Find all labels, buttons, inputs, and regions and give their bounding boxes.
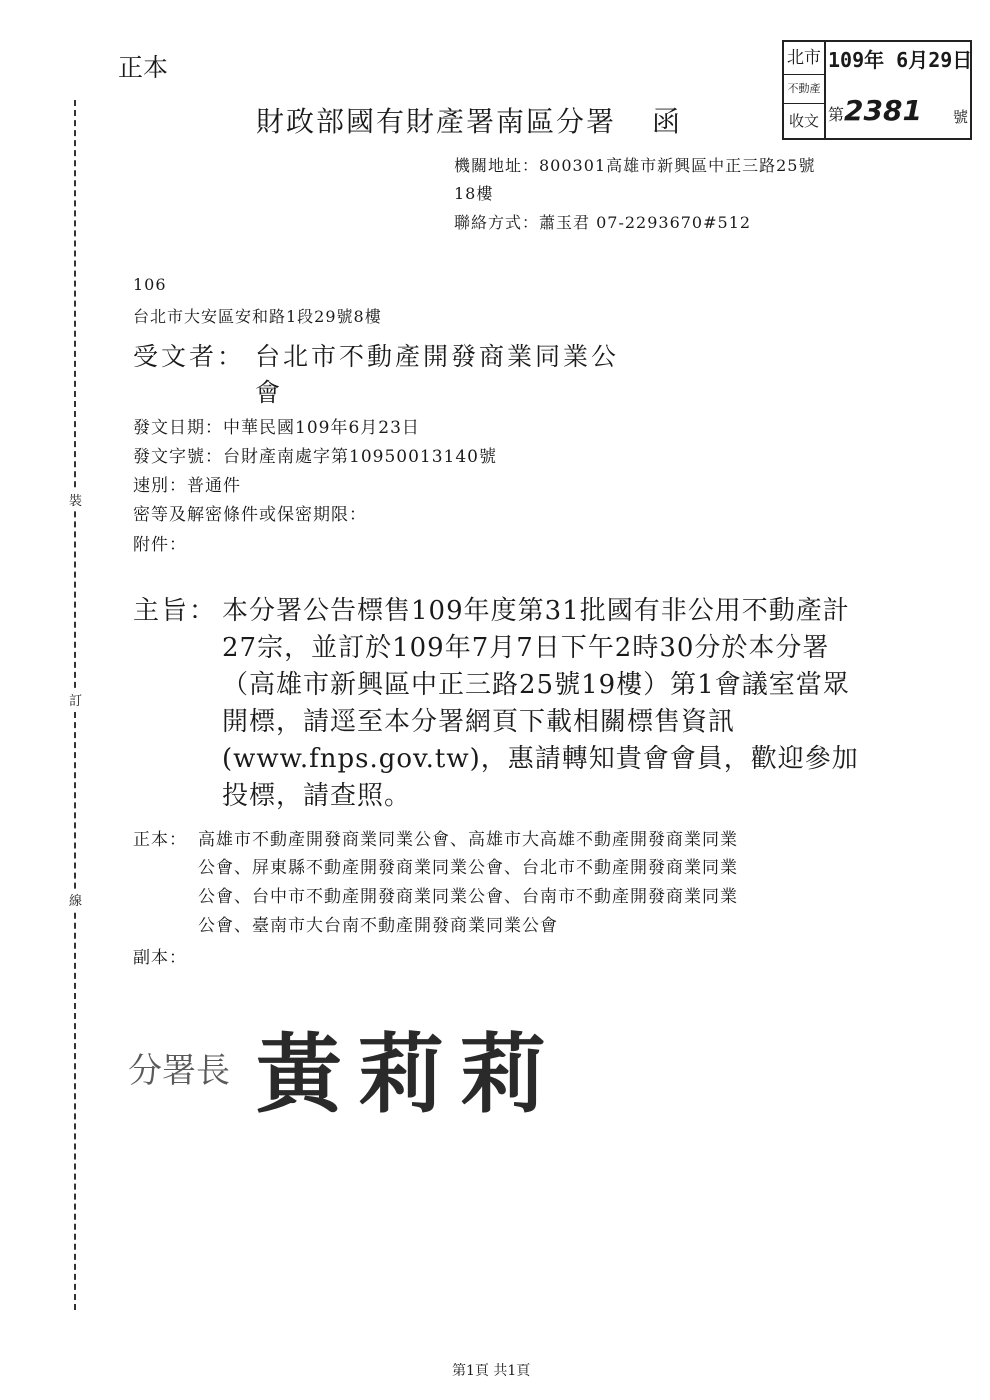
- page-number: 第1頁 共1頁: [452, 1363, 531, 1379]
- agency-contact: 聯絡方式：蕭玉君 07-2293670#512: [454, 213, 752, 232]
- stamp-serial-prefix: 第: [828, 105, 845, 124]
- subject-line: （高雄市新興區中正三路25號19樓）第1會議室當眾: [222, 670, 850, 700]
- stamp-serial-number: 2381: [844, 94, 922, 127]
- recipient-label: 受文者：: [133, 342, 246, 371]
- agency-address-line1: 機關地址：800301高雄市新興區中正三路25號: [454, 156, 816, 175]
- subject-line: 本分署公告標售109年度第31批國有非公用不動產計: [222, 596, 850, 626]
- signatory-title: 分署長: [128, 1051, 230, 1091]
- document-title: [256, 100, 682, 140]
- original-recipients-line: 高雄市不動產開發商業同業公會、高雄市大高雄不動產開發商業同業: [198, 830, 738, 850]
- recipient-name-line1: 台北市不動產開發商業同業公: [255, 342, 620, 371]
- attachments: 附件：: [133, 535, 187, 555]
- stamp-serial: [828, 94, 922, 127]
- document-type: 函: [652, 105, 683, 138]
- original-recipients-label: 正本：: [133, 830, 187, 850]
- stamp-serial-suffix: 號: [952, 108, 968, 126]
- stamp-label-receipt: 收文: [784, 104, 826, 138]
- binding-mark: 線: [69, 890, 82, 909]
- issue-date: 發文日期：中華民國109年6月23日: [133, 418, 420, 438]
- recipient-name-line2: 會: [255, 378, 281, 407]
- agency-name: 財政部國有財產署南區分署: [256, 105, 617, 138]
- stamp-label-city: 北市: [784, 42, 826, 75]
- document-number: 發文字號：台財產南處字第10950013140號: [133, 447, 497, 467]
- subject-line: 27宗，並訂於109年7月7日下午2時30分於本分署: [222, 633, 830, 663]
- binding-mark: 訂: [69, 690, 82, 709]
- agency-address-line2: 18樓: [454, 184, 494, 203]
- copy-recipients-label: 副本：: [133, 948, 187, 968]
- subject-line: 開標，請逕至本分署網頁下載相關標售資訊: [222, 707, 736, 737]
- stamp-label-assoc: 不動產: [784, 75, 826, 104]
- classification: 密等及解密條件或保密期限：: [133, 505, 367, 525]
- subject-line: 投標，請查照。: [222, 781, 412, 811]
- original-recipients-line: 公會、臺南市大台南不動產開發商業同業公會: [198, 916, 558, 936]
- receipt-stamp: [782, 40, 972, 140]
- original-recipients-line: 公會、台中市不動產開發商業同業公會、台南市不動產開發商業同業: [198, 887, 738, 907]
- binding-mark: 裝: [69, 490, 82, 509]
- stamp-date: 109年 6月29日: [828, 48, 973, 72]
- signatory-name: 黃莉莉: [256, 1024, 562, 1125]
- recipient-address: 台北市大安區安和路1段29號8樓: [133, 307, 382, 326]
- subject-line: (www.fnps.gov.tw)，惠請轉知貴會會員，歡迎參加: [222, 744, 859, 774]
- copy-mark: 正本: [118, 53, 169, 82]
- urgency: 速別：普通件: [133, 476, 241, 496]
- subject-label: 主旨：: [133, 596, 218, 626]
- original-recipients-line: 公會、屏東縣不動產開發商業同業公會、台北市不動產開發商業同業: [198, 858, 738, 878]
- recipient-postal-code: 106: [133, 275, 167, 294]
